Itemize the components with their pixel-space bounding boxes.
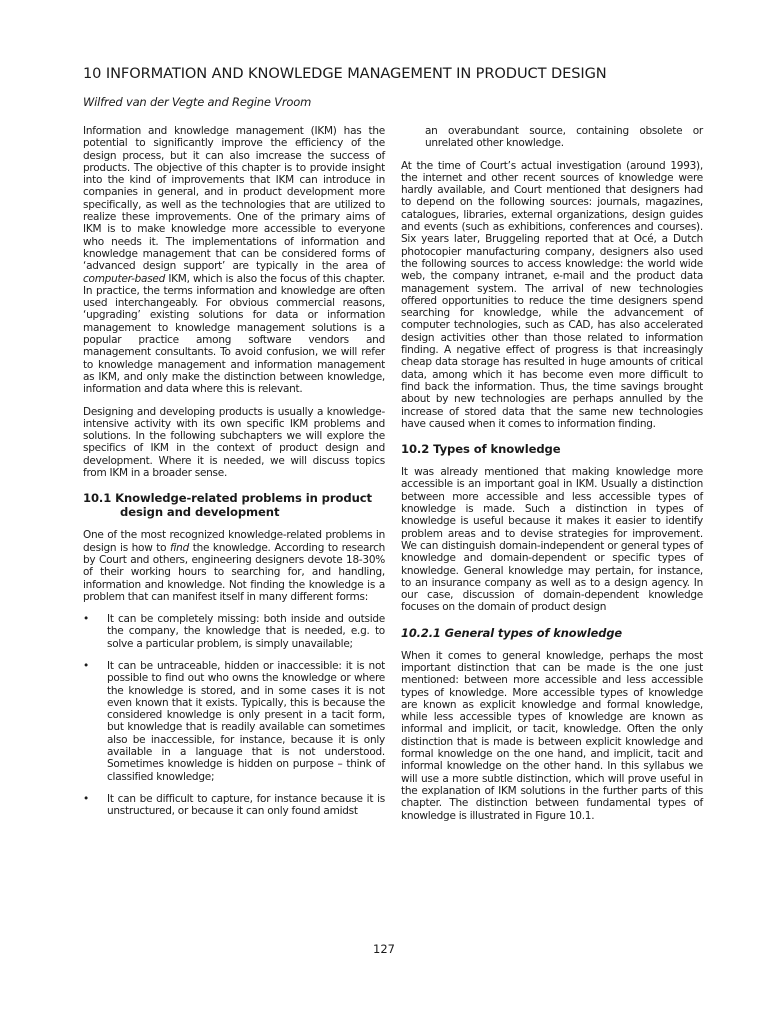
intro-paragraph: [83, 125, 385, 396]
page-number: 127: [373, 942, 395, 956]
list-item-text: It can be difficult to capture, for instance because it is unstructured, or because it can only found amidst: [107, 792, 385, 818]
list-item: [83, 613, 385, 650]
list-item-text: It can be untraceable, hidden or inaccessible: it is not possible to find out who owns the knowledge or where the knowledge is stored, and in some cases it is not even known that it exists. Typically, this is because the considered knowledge is only present in a tacit form, but knowledge that is readily available can sometimes also be inaccessible, for instance, because it is only available in a language that is not understood. Sometimes knowledge is hidden on purpose – think of classified knowledge;: [107, 659, 385, 783]
court-investigation-paragraph: At the time of Court’s actual investigation (around 1993), the internet and other recent sources of knowledge were hardly available, and Court mentioned that designers had to depend on the following sources: journals, magazines, catalogues, libraries, external organizations, design guides and events (such as exhibitions, conferences and courses). Six years later, Bruggeling reported that at Océ, a Dutch photocopier manufacturing company, designers also used the following sources to access knowledge: the world wide web, the company intranet, e-mail and the product data management system. The arrival of new technologies offered opportunities to reduce the time designers spend searching for knowledge, while the advancement of computer technologies, such as CAD, has also accelerated design activities other than those related to information finding. A negative effect of progress is that increasingly cheap data storage has resulted in huge amounts of critical data, among which it has become even more difficult to find back the information. Thus, the time savings brought about by new technologies are perhaps annulled by the increase of stored data that the same new technologies have caused when it comes to information finding.: [401, 159, 703, 430]
right-column: [401, 125, 703, 832]
section-10-1-paragraph: [83, 529, 385, 603]
bullet-symbol: •: [83, 613, 89, 626]
list-item-text: It can be completely missing: both inside and outside the company, the knowledge that is needed, e.g. to solve a particular problem, is simply unavailable;: [107, 613, 385, 650]
chapter-authors: Wilfred van der Vegte and Regine Vroom: [83, 95, 312, 109]
bullet-continuation: an overabundant source, containing obsolete or unrelated other knowledge.: [425, 125, 703, 150]
list-item: [83, 660, 385, 783]
problem-forms-list: [83, 613, 385, 817]
find-emphasis: find: [170, 541, 189, 554]
intro-emphasis: computer-based: [83, 272, 166, 285]
paragraph-2: Designing and developing products is usually a knowledge-intensive activity with its own specific IKM problems and solutions. In the following subchapters we will explore the specifics of IKM in the context of product design and development. Where it is needed, we will discuss topics from IKM in a broader sense.: [83, 405, 385, 480]
left-column: [83, 125, 385, 828]
section-10-1-text-a: One of the most recognized knowledge-related problems in design is how to: [83, 529, 385, 554]
section-10-2-1-heading: 10.2.1 General types of knowledge: [401, 625, 623, 640]
bullet-symbol: •: [83, 792, 89, 805]
section-10-1-text-b: the knowledge. According to research by Court and others, engineering designers devote 18-30% of their working hours to searching for, and handling, information and knowledge. Not finding the knowledge is a problem that can manifest itself in many different forms:: [83, 541, 386, 603]
intro-text-a: Information and knowledge management (IKM) has the potential to significantly improve the efficiency of the design process, but it can also imcrease the success of products. The objective of this chapter is to provide insight into the kind of improvements that IKM can introduce in companies in general, and in product development more specifically, as well as the technologies that are utilized to realize these improvements. One of the primary aims of IKM is to make knowledge more accessible to everyone who needs it. The implementations of information and knowledge management that can be considered forms of ‘advanced design support’ are typically in the area of: [83, 125, 385, 273]
chapter-title: 10 INFORMATION AND KNOWLEDGE MANAGEMENT IN PRODUCT DESIGN: [83, 65, 607, 82]
section-10-2-heading: 10.2 Types of knowledge: [401, 442, 561, 457]
bullet-symbol: •: [83, 659, 89, 672]
section-10-2-paragraph: It was already mentioned that making knowledge more accessible is an important goal in IKM. Usually a distinction between more accessible and less accessible types of knowledge is made. Such a distinction in types of knowledge is useful because it makes it easier to identify problem areas and to devise strategies for improvement. We can distinguish domain-independent or general types of knowledge and domain-dependent or specific types of knowledge. General knowledge may pertain, for instance, to an insurance company as well as to a design agency. In our case, discussion of domain-dependent knowledge focuses on the domain of product design: [401, 466, 703, 614]
section-10-1-heading: 10.1 Knowledge-related problems in product design and development: [83, 491, 372, 520]
list-item: [83, 793, 385, 818]
section-10-2-1-paragraph: When it comes to general knowledge, perhaps the most important distinction that can be made is the one just mentioned: between more accessible and less accessible types of knowledge. More accessible types of knowledge are known as explicit knowledge and formal knowledge, while less accessible types of knowledge are known as informal and implicit, or tacit, knowledge. Often the only distinction that is made is between explicit knowledge and formal knowledge on the one hand, and implicit, tacit and informal knowledge on the other hand. In this syllabus we will use a more subtle distinction, which will prove useful in the explanation of IKM solutions in the further parts of this chapter. The distinction between fundamental types of knowledge is illustrated in Figure 10.1.: [401, 649, 703, 822]
intro-text-b: IKM, which is also the focus of this chapter. In practice, the terms information and knowledge are often used interchangeably. For obvious commercial reasons, ‘upgrading’ existing solutions for data or information management to knowledge management solutions is a popular practice among software vendors and management consultants. To avoid confusion, we will refer to knowledge management and information management as IKM, and only make the distinction between knowledge, information and data where this is relevant.: [83, 272, 385, 396]
